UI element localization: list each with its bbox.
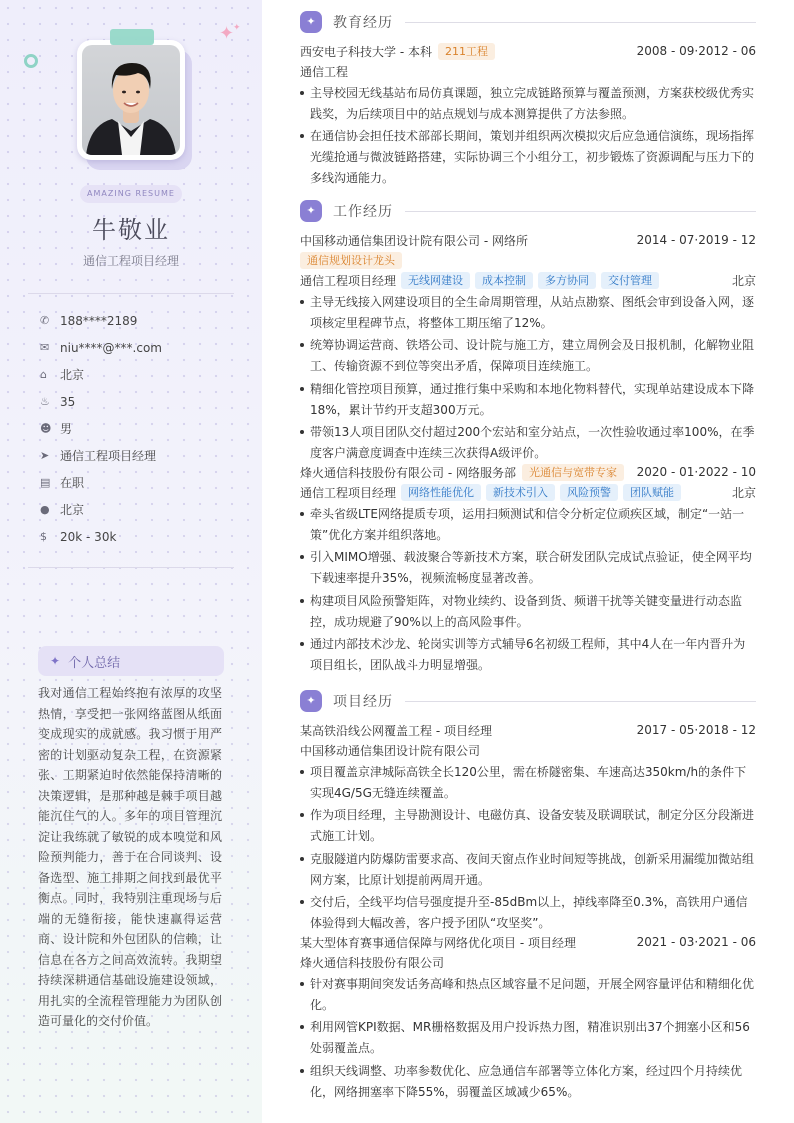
list-item: 通过内部技术沙龙、轮岗实训等方式辅导6名初级工程师，其中4人在一年内晋升为项目组长，团队战斗力明显增强。 [300,634,756,676]
sparkle-icon: ✦ [300,11,322,33]
tape-decoration [110,29,154,45]
skill-tag: 交付管理 [601,272,659,289]
skill-tag: 团队赋能 [623,484,681,501]
education-title: 教育经历 [333,15,393,31]
list-item: 牵头省级LTE网络提质专项，运用扫频测试和信令分析定位顽疾区域，制定“一站一策”优化方案并组织落地。 [300,504,756,546]
job-company: 中国移动通信集团设计院有限公司 - 网络所 [300,233,528,248]
list-item: 带领13人项目团队交付超过200个宏站和室分站点，一次性验收通过率100%，在季度客户满意度调查中连续三次获得A级评价。 [300,422,756,464]
info-hometown-value: 北京 [60,368,85,382]
school-name: 西安电子科技大学 - 本科 [300,44,432,59]
list-item: 构建项目风险预警矩阵，对物业续约、设备到货、频谱干扰等关键变量进行动态监控，成功规避了90%以上的高风险事件。 [300,591,756,633]
job-period: 2020 - 01·2022 - 10 [636,465,756,479]
skill-tag: 多方协同 [538,272,596,289]
list-item: 针对赛事期间突发话务高峰和热点区域容量不足问题，开展全网容量评估和精细化优化。 [300,974,756,1016]
education-major: 通信工程 [300,64,349,79]
info-salary [40,523,240,550]
work-section-header [300,199,756,223]
photo-frame [77,40,185,160]
list-item: 作为项目经理，主导勘测设计、电磁仿真、设备安装及联调联试，制定分区分段渐进式施工计划。 [300,805,756,847]
avatar-portrait-icon [82,45,180,155]
candidate-name: 牛敬业 [92,216,170,244]
info-phone [40,307,240,334]
resume-badge: AMAZING RESUME [80,185,182,203]
info-target-job [40,442,240,469]
list-item: 利用网管KPI数据、MR栅格数据及用户投诉热力图，精准识别出37个拥塞小区和56处弱覆盖点。 [300,1017,756,1059]
sparkle-decoration-icon: ✦ ✦ [219,23,241,44]
job-entry [300,230,756,464]
candidate-title: 通信工程项目经理 [82,254,179,268]
job-company: 烽火通信科技股份有限公司 - 网络服务部 [300,465,516,480]
divider [28,567,234,568]
list-item: 主导校园无线基站布局仿真课题，独立完成链路预算与覆盖预测，方案获校级优秀实践奖，为后续项目中的站点规划与成本测算提供了方法参照。 [300,83,756,125]
list-item: 统筹协调运营商、铁塔公司、设计院与施工方，建立周例会及日报机制，化解物业阻工、传输资源不到位等突出矛盾，保障项目连续施工。 [300,335,756,377]
list-item: 引入MIMO增强、载波聚合等新技术方案，联合研发团队完成试点验证，使全网平均下载速率提升35%，视频流畅度显著改善。 [300,547,756,589]
home-icon: ⌂ [40,368,47,381]
info-age [40,388,240,415]
info-location [40,496,240,523]
company-tag: 光通信与宽带专家 [522,464,624,481]
list-item: 精细化管控项目预算，通过推行集中采购和本地化物料替代，实现单站建设成本下降18%，累计节约开支超300万元。 [300,379,756,421]
job-bullets [300,504,756,677]
sparkle-icon: ✦ [300,690,322,712]
info-status [40,469,240,496]
summary-title: 个人总结 [68,655,121,671]
job-city: 北京 [731,485,756,500]
list-item: 组织天线调整、功率参数优化、应急通信车部署等立体化方案，经过四个月持续优化，网络拥塞率下降55%，弱覆盖区域减少65%。 [300,1061,756,1103]
project-org: 烽火通信科技股份有限公司 [300,955,445,970]
project-name: 某大型体育赛事通信保障与网络优化项目 - 项目经理 [300,935,576,950]
sparkle-icon: ✦ [300,200,322,222]
avatar [82,45,180,155]
info-email-value: niu****@***.com [60,340,162,355]
gender-icon: ☻ [40,422,52,435]
info-target-job-value: 通信工程项目经理 [60,449,157,463]
briefcase-icon: ▤ [40,476,51,489]
school-tag: 211工程 [438,43,495,60]
list-item: 在通信协会担任技术部部长期间，策划并组织两次模拟灾后应急通信演练，现场指挥光缆抢通与微波链路搭建，实际协调三个小组分工，初步锻炼了资源调配与压力下的多线沟通能力。 [300,126,756,189]
project-period: 2021 - 03·2021 - 06 [636,935,756,949]
skill-tag: 无线网建设 [401,272,470,289]
projects-section-header [300,689,756,713]
company-tag: 通信规划设计龙头 [300,252,402,269]
job-position: 通信工程项目经理 [300,273,397,288]
info-status-value: 在职 [60,476,85,490]
location-icon: ● [40,503,50,516]
phone-icon: ✆ [40,314,50,327]
list-item: 交付后，全线平均信号强度提升至-85dBm以上，掉线率降至0.3%，高铁用户通信体验得到大幅改善，客户授予团队“攻坚奖”。 [300,892,756,934]
job-entry [300,462,756,676]
project-bullets [300,974,756,1103]
sidebar [0,0,262,1123]
project-name: 某高铁沿线公网覆盖工程 - 项目经理 [300,723,492,738]
skill-tag: 网络性能优化 [401,484,481,501]
salary-icon: $ [40,530,47,543]
sparkle-icon: ✦ [50,654,61,668]
info-location-value: 北京 [60,503,85,517]
skill-tag: 成本控制 [475,272,533,289]
section-rule [405,211,756,212]
job-city: 北京 [731,273,756,288]
info-hometown [40,361,240,388]
info-email [40,334,240,361]
summary-text: 我对通信工程始终抱有浓厚的攻坚热情，享受把一张网络蓝图从纸面变成现实的成就感。我习惯于用严密的计划驱动复杂工程，在资源紧张、工期紧迫时依然能保持清晰的决策逻辑，是那种越是棘手项目越能沉住气的人。多年的项目管理沉淀让我练就了敏锐的成本嗅觉和风险预判能力，善于在合同谈判、设备选型、施工排期之间找到最优平衡点。同时，我特别注重现场与后端的无缝衔接，能快速赢得运营商、设计院和外包团队的信赖，让信息在各方之间高效流转。我期望持续深耕通信基础设施建设领域，用扎实的全流程管理能力为团队创造可量化的交付价值。 [38,686,222,1028]
skill-tag: 风险预警 [560,484,618,501]
list-item: 项目覆盖京津城际高铁全长120公里，需在桥隧密集、车速高达350km/h的条件下实现4G/5G无缝连续覆盖。 [300,762,756,804]
list-item: 克服隧道内防爆防雷要求高、夜间天窗点作业时间短等挑战，创新采用漏缆加微站组网方案，比原计划提前两周开通。 [300,849,756,891]
info-salary-value: 20k - 30k [60,529,117,544]
summary-section-header [38,646,224,676]
education-entry [300,41,756,189]
cake-icon: ♨ [40,395,50,408]
project-period: 2017 - 05·2018 - 12 [636,723,756,737]
job-position: 通信工程项目经理 [300,485,397,500]
project-entry [300,932,756,1103]
divider [28,293,234,294]
contact-info-list [40,307,240,550]
work-title: 工作经历 [333,204,393,220]
info-gender [40,415,240,442]
info-age-value: 35 [60,394,76,409]
project-bullets [300,762,756,935]
section-rule [405,701,756,702]
info-phone-value: 188****2189 [60,313,138,328]
mail-icon: ✉ [40,341,50,354]
project-entry [300,720,756,934]
send-icon: ➤ [40,449,50,462]
projects-title: 项目经历 [333,694,393,710]
ring-decoration-icon [24,54,38,68]
job-period: 2014 - 07·2019 - 12 [636,233,756,247]
project-org: 中国移动通信集团设计院有限公司 [300,743,481,758]
info-gender-value: 男 [60,422,73,436]
section-rule [405,22,756,23]
education-section-header [300,10,756,34]
list-item: 主导无线接入网建设项目的全生命周期管理，从站点勘察、图纸会审到设备入网，逐项核定里程碑节点，将整体工期压缩了12%。 [300,292,756,334]
education-period: 2008 - 09·2012 - 06 [636,44,756,58]
education-bullets [300,83,756,190]
skill-tag: 新技术引入 [486,484,555,501]
job-bullets [300,292,756,465]
